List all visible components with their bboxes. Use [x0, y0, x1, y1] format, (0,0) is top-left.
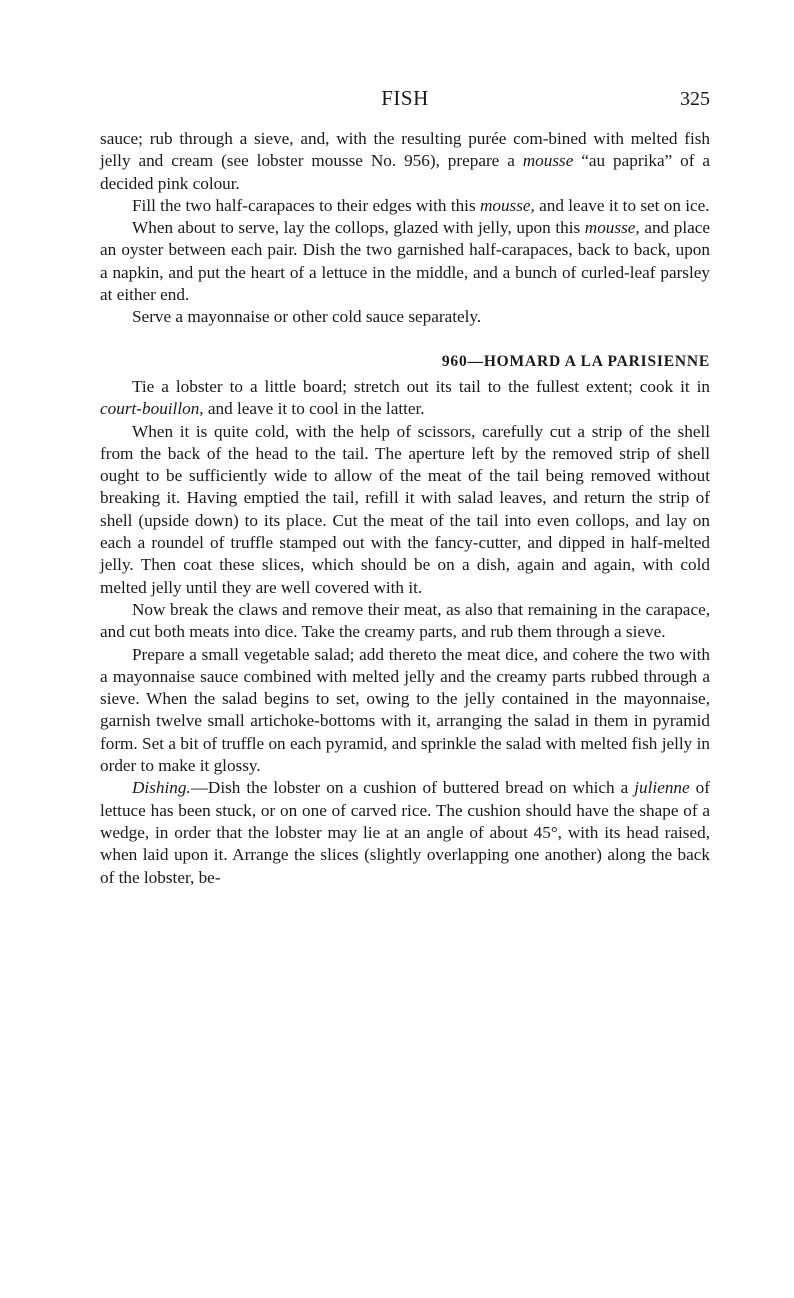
text-run: and leave it to set on ice.: [534, 195, 710, 215]
italic-term: mousse,: [479, 195, 535, 215]
italic-term: mousse,: [584, 218, 640, 238]
continuation-paragraph-1: [100, 128, 710, 195]
page-number: 325: [680, 88, 710, 110]
running-title: FISH: [381, 86, 429, 110]
running-head: [100, 86, 710, 116]
italic-term: court-bouillon,: [100, 399, 204, 419]
recipe-paragraph-2: When it is quite cold, with the help of scissors, carefully cut a strip of the shell from the back of the head to the tail. The aperture left by the removed strip of shell ought to be sufficiently wide to allow of the meat of the tail being removed without breaking it. Having emptied the tail, refill it with salad leaves, and return the strip of shell (upside down) to its place. Cut the meat of the tail into even collops, and lay on each a roundel of truffle stamped out with the fancy-cutter, and dipped in half-melted jelly. Then coat these slices, which should be on a dish, again and again, with cold melted jelly until they are well covered with it.: [100, 421, 710, 597]
recipe-heading: 960—HOMARD A LA PARISIENNE: [441, 352, 710, 370]
text-run: and leave it to cool in the latter.: [203, 399, 425, 419]
text-run: Fill the two half-carapaces to their edges with this: [132, 195, 480, 215]
text-run: —Dish the lobster on a cushion of buttered bread on which a: [190, 778, 635, 798]
text-run: When about to serve, lay the collops, glazed with jelly, upon this: [132, 218, 585, 238]
italic-term: julienne: [634, 778, 690, 798]
body-text: [100, 128, 710, 889]
italic-term: mousse: [522, 151, 574, 171]
recipe-paragraph-3: Now break the claws and remove their meat, as also that remaining in the carapace, and cut both meats into dice. Take the creamy parts, and rub them through a sieve.: [100, 599, 710, 642]
recipe-paragraph-1: [100, 376, 710, 421]
text-run: “au paprika” of a decided pink colour.: [100, 151, 710, 193]
continuation-paragraph-2: [100, 195, 710, 217]
text-run: of lettuce has been stuck, or on one of carved rice. The cushion should have the shape of a wedge, in order that the lobster may lie at an angle of about 45°, with its head raised, when laid upon it. Arrange the slices (slightly overlapping one another) along the back of the lobster, be-: [100, 778, 710, 887]
continuation-paragraph-4: Serve a mayonnaise or other cold sauce separately.: [132, 307, 482, 327]
text-run: and place an oyster between each pair. Dish the two garnished half-carapaces, back to back, upon a napkin, and put the heart of a lettuce in the middle, and a bunch of curled-leaf parsley at either end.: [100, 218, 710, 305]
recipe-paragraph-4: Prepare a small vegetable salad; add thereto the meat dice, and cohere the two with a mayonnaise sauce combined with melted jelly and the creamy parts rubbed through a sieve. When the salad begins to set, owing to the jelly contained in the mayonnaise, garnish twelve small artichoke-bottoms with it, arranging the salad in them in pyramid form. Set a bit of truffle on each pyramid, and sprinkle the salad with melted fish jelly in order to make it glossy.: [100, 644, 710, 776]
text-run: Tie a lobster to a little board; stretch out its tail to the fullest extent; cook it in: [132, 376, 710, 396]
continuation-paragraph-3: [100, 217, 710, 306]
recipe-paragraph-5: [100, 777, 710, 888]
text-run: sauce; rub through a sieve, and, with the resulting purée com-bined with melted fish jelly and cream (see lobster mousse No. 956), prepare a: [100, 129, 710, 171]
italic-term: Dishing.: [132, 778, 191, 798]
